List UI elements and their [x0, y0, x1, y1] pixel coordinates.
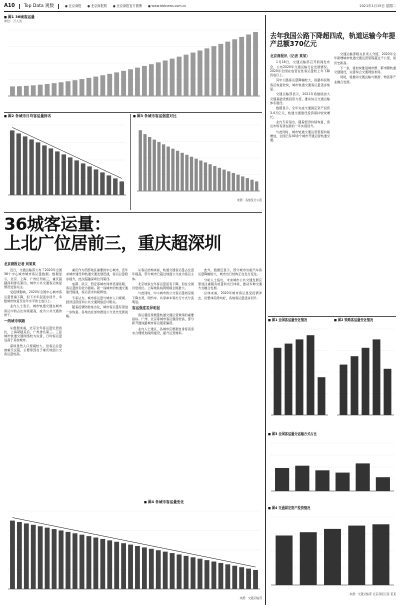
bar [348, 525, 365, 584]
bar [274, 348, 282, 415]
paragraph: 分析人士指出，未来城市公共交通发展应更加注重服务质量和出行体验，推动多种交通方式融合发展。 [198, 277, 262, 291]
bar [184, 556, 189, 589]
issue-date: 2021年1月19日 星期二 [359, 4, 396, 9]
bar [113, 178, 118, 195]
chart-3-svg [133, 119, 262, 199]
bar [163, 60, 168, 95]
bar [49, 148, 54, 195]
right-story-headline: 去年我国公路下降超四成，轨道运输今年提产总额370亿元 [270, 32, 396, 48]
bar [276, 535, 293, 585]
headline-line-1: 36城客运量： [4, 215, 111, 235]
bar [195, 158, 198, 190]
main-headline [4, 216, 256, 254]
bar [142, 547, 147, 589]
right-footer: 来源：交通运输部 北京商报记者 某某 [349, 591, 396, 596]
right-fig-2-title: ■ 图2 铁路客运量变化情况 [334, 318, 396, 323]
bar [307, 335, 315, 415]
bar [10, 520, 15, 588]
bar [184, 54, 189, 95]
bar [250, 180, 253, 191]
bar [236, 174, 239, 190]
bar [31, 525, 36, 589]
bar [156, 62, 161, 96]
bar [24, 523, 29, 589]
paragraph: 数据显示，全年完成交通固定资产投资3.4万亿元，轨道交通建设投资保持较快增长。 [270, 106, 330, 119]
right-fig-2-svg [334, 323, 396, 423]
bar [162, 144, 165, 191]
chart-2-title: ■ 图2 各城市日均客运量排名 [4, 114, 128, 119]
right-fig-3-title: ■ 图3 全国客运量分运输方式占比 [268, 432, 396, 437]
subheading: 一线城市领跑 [4, 319, 25, 324]
bar [139, 130, 142, 191]
bar [239, 36, 244, 95]
bar [211, 46, 216, 96]
bar [121, 70, 126, 95]
article-column-2 [66, 268, 128, 500]
bar [38, 526, 43, 589]
bar [255, 181, 258, 191]
bar [232, 566, 237, 589]
bar [55, 151, 60, 195]
bar [177, 56, 182, 95]
bar [225, 564, 230, 589]
bar [253, 32, 258, 96]
bar [10, 130, 15, 195]
bar [94, 169, 99, 195]
paragraph: 1月18日，交通运输部召开新闻发布会，公布2020年交通运输行业发展情况。2020年全国完成营业性客运量较上年下降四成以上。 [270, 60, 330, 78]
bar [176, 151, 179, 191]
chart-3-panel [133, 114, 262, 210]
chart-2-panel [4, 114, 128, 210]
paragraph: 近日，交通运输部公布了2020年全国36个中心城市城市客运量数据。数据显示，北京、上海、广州位列前三，重庆超越深圳排名第四，城市公共交通客运恢复情况受到关注。 [4, 268, 62, 290]
bar [177, 554, 182, 589]
bar [318, 377, 326, 415]
page-header [4, 2, 396, 12]
bar [232, 173, 235, 191]
bar [135, 67, 140, 95]
chart-1-title: ■ 图1 36城客运量 [4, 15, 262, 20]
paragraph: 总体来看，2020年城市客运虽受疫情冲击，但整体趋势向好，各地客运量逐步回升。 [198, 291, 262, 300]
trend-line [12, 127, 122, 178]
paragraph: 业内人士表示，城市轨道交通在城市客运中的占比持续提高，成为公共交通的骨干。 [4, 304, 62, 317]
right-fig-4-title: ■ 图4 交通固定资产投资情况 [268, 506, 396, 511]
chart-1-svg [4, 24, 262, 104]
chart-4-svg [4, 505, 262, 597]
right-column-1 [270, 52, 330, 314]
bar [81, 163, 86, 195]
headline-line-2: 上北广位居前三，重庆超深圳 [4, 234, 222, 254]
bar [120, 181, 125, 195]
bar [356, 463, 370, 491]
bar [351, 356, 359, 415]
bar [79, 534, 84, 588]
bar [149, 64, 154, 96]
bar [74, 160, 79, 195]
paragraph: 专家认为，城市客运量与城市人口规模、经济活跃度和公共交通网络密切相关。 [66, 295, 128, 305]
bar [198, 50, 203, 96]
bar [191, 52, 196, 95]
right-fig-1 [268, 318, 330, 428]
chart-3-title: ■ 图3 各城市客运强度对比 [133, 114, 262, 119]
bar [185, 155, 188, 191]
bar [218, 563, 223, 589]
bar [114, 72, 119, 96]
chart-4-title: ■ 图4 各城市客运量变化 [144, 500, 262, 505]
bar [218, 168, 221, 191]
bar [100, 539, 105, 589]
bar [211, 561, 216, 588]
bar [156, 550, 161, 589]
bar [227, 171, 230, 191]
bar [62, 154, 67, 195]
paragraph: 业内人士建议，各城市应根据自身客流需求合理规划线网建设，提升运营效率。 [132, 326, 194, 335]
bar [340, 364, 348, 414]
paragraph: 随着疫情防控常态化，城市客运量有望进一步恢复。各地也在加快推进公交优先发展战略。 [66, 305, 128, 318]
right-column-2 [334, 52, 396, 314]
paragraph: 受疫情影响，2020年全国中心城市客运量普遍下降，但下半年起逐步回升，多数城市恢复至往年水平的七成以上。 [4, 290, 62, 304]
bar [213, 166, 216, 191]
bar [142, 65, 147, 95]
bar [222, 169, 225, 190]
page-number: A10 [4, 3, 15, 10]
bar [153, 139, 156, 190]
bar [384, 369, 392, 415]
bar [86, 77, 91, 95]
bar [204, 162, 207, 191]
paragraph: 同时，将推动交通运输与旅游、物流等产业融合发展。 [334, 75, 396, 84]
paragraph: 与此同时，中小城市的公交客运量则呈现下降态势，网约车、共享单车等出行方式分流明显。 [132, 291, 194, 305]
right-fig-1-svg [268, 323, 330, 423]
article-column-3 [132, 268, 194, 500]
bar [157, 142, 160, 191]
header-link[interactable]: ● 北京商报官方微博 [113, 4, 142, 9]
chart-2-svg [4, 119, 128, 203]
bar [93, 537, 98, 588]
bar [191, 557, 196, 589]
bar [17, 522, 22, 589]
paragraph: 重庆作为西部地区重要的中心城市，近年来城市建设和轨道交通发展迅速，客运总量稳步提升，此次超越深圳位列第四。 [66, 268, 128, 281]
section-name: Top Data 观数 [19, 4, 59, 10]
bar [107, 73, 112, 95]
bar [10, 86, 15, 96]
bar [241, 176, 244, 191]
bar [36, 142, 41, 195]
header-link[interactable]: ● 北京商报 [65, 4, 81, 9]
right-fig-2 [334, 318, 396, 428]
bar [315, 470, 329, 491]
paragraph: 此外，数据还显示，部分城市出租汽车客运量降幅较大，城市出行结构正在发生变化。 [198, 268, 262, 277]
bar [296, 339, 304, 415]
bar [246, 178, 249, 191]
bar [86, 536, 91, 589]
chart-3-source: 来源：各地统计公报 [236, 197, 262, 202]
bar [190, 156, 193, 190]
article-column-1 [4, 268, 62, 500]
bar [59, 530, 64, 589]
bar [336, 472, 350, 490]
right-fig-4 [268, 506, 396, 604]
bar [204, 560, 209, 589]
bar [246, 568, 251, 588]
header-links [65, 4, 186, 9]
bar [170, 58, 175, 95]
article-column-4 [198, 268, 262, 494]
bar [100, 75, 105, 96]
bar [199, 160, 202, 190]
right-fig-3-svg [268, 437, 396, 499]
bar [93, 76, 98, 95]
bar [107, 540, 112, 589]
right-byline: 北京商报讯（记者 某某） [270, 54, 310, 58]
bar [204, 48, 209, 96]
paragraph: 北京地铁全年客运量虽有下降，但在全国仍居首位。上海地铁线网规模全国最大。 [132, 281, 194, 291]
paragraph: 深圳虽然人口规模较大，但客运总量被重庆反超，主要原因在于重庆地面公交客运量较高。 [4, 343, 62, 357]
chart-1-panel [4, 15, 262, 111]
paragraph: 从数据来看，北京全年客运量位居首位，上海紧随其后，广州排名第三。三座城市轨道交通网络较为完善，日均客运量远高于其他城市。 [4, 325, 62, 343]
bar [42, 145, 47, 195]
bar [52, 83, 57, 96]
bar [225, 41, 230, 95]
bar [87, 166, 92, 195]
bar [128, 544, 133, 588]
bar [253, 570, 258, 589]
bar [100, 172, 105, 195]
bar [167, 146, 170, 190]
bar [324, 529, 341, 585]
paragraph: 业内专家指出，随着经济持续恢复，客运市场有望在新的一年实现回升。 [270, 120, 330, 129]
bar [218, 43, 223, 95]
chart-4-panel [4, 500, 262, 604]
right-fig-3 [268, 432, 396, 502]
bar [372, 524, 389, 585]
bar [285, 343, 293, 414]
bar [107, 175, 112, 195]
bar [45, 527, 50, 588]
bar [295, 465, 309, 490]
bar [135, 546, 140, 589]
paragraph: 成都、武汉、西安等城市同样表现亮眼，客运量排名较为靠前。新一线城市的轨道交通建设提速，客运需求持续释放。 [66, 281, 128, 295]
bar [128, 69, 133, 96]
bar [198, 558, 203, 588]
bar [275, 468, 289, 491]
paragraph: 客运强度是衡量轨道交通运营效率的重要指标。广州、北京等城市客运强度较高，部分新开通线路城市客运强度偏低。 [132, 312, 194, 326]
bar [17, 86, 22, 96]
byline: 北京商报记者 刘某某 [4, 262, 36, 266]
bar [16, 133, 21, 195]
bar [149, 549, 154, 589]
paragraph: 其中公路客运量降幅较大，铁路和民航客运恢复较快，城市轨道交通客运量逐步恢复。 [270, 78, 330, 92]
chart-4-source: 来源：交通运输部 [239, 595, 262, 600]
bar [246, 34, 251, 96]
bar [59, 82, 64, 96]
paragraph: 交通运输部相关负责人介绍，2020年全年新增城市轨道交通运营里程超过千公里，创历史新高。 [334, 52, 396, 65]
bar [45, 83, 50, 95]
bar [362, 348, 370, 415]
bar [232, 39, 237, 96]
bar [373, 339, 381, 415]
bar [66, 81, 71, 96]
bar [114, 542, 119, 589]
bar [31, 85, 36, 96]
bar [300, 532, 317, 585]
bar [29, 139, 34, 195]
bar [209, 164, 212, 191]
bar [239, 567, 244, 589]
bar [68, 157, 73, 195]
subheading: 客运强度差异明显 [132, 306, 160, 311]
bar [171, 148, 174, 190]
right-fig-1-title: ■ 图1 全国客运量变化情况 [268, 318, 330, 323]
bar [181, 153, 184, 191]
bar [73, 533, 78, 589]
bar [52, 529, 57, 589]
bar [376, 477, 390, 491]
bar [38, 84, 43, 95]
bar [73, 80, 78, 96]
header-link[interactable]: ● 北京商报网 [87, 4, 107, 9]
chart-1-subtitle: 单位：万人次 [4, 18, 23, 23]
bar [143, 134, 146, 191]
bar [66, 532, 71, 589]
header-link[interactable]: ● www.bbtnews.com.cn [148, 4, 186, 9]
bar [163, 551, 168, 588]
paragraph: 从客运结构来看，轨道交通客运量占比逐年提高，部分城市已超过地面公交成为客运主体。 [132, 268, 194, 281]
bar [148, 137, 151, 191]
bar [24, 85, 29, 95]
bar [79, 79, 84, 96]
bar [170, 553, 175, 589]
paragraph: 交通运输部表示，2021年将继续加大交通基础设施投资力度，推动综合交通运输体系建设。 [270, 92, 330, 105]
bar [23, 136, 28, 195]
bar [121, 543, 126, 589]
paragraph: 下一步，将加快推进城市群、都市圈轨道交通建设，完善综合交通网络布局。 [334, 65, 396, 75]
paragraph: 与此同时，城市轨道交通运营里程持续增加，全国已有40余个城市开通运营轨道交通。 [270, 129, 330, 143]
right-fig-4-svg [268, 511, 396, 593]
